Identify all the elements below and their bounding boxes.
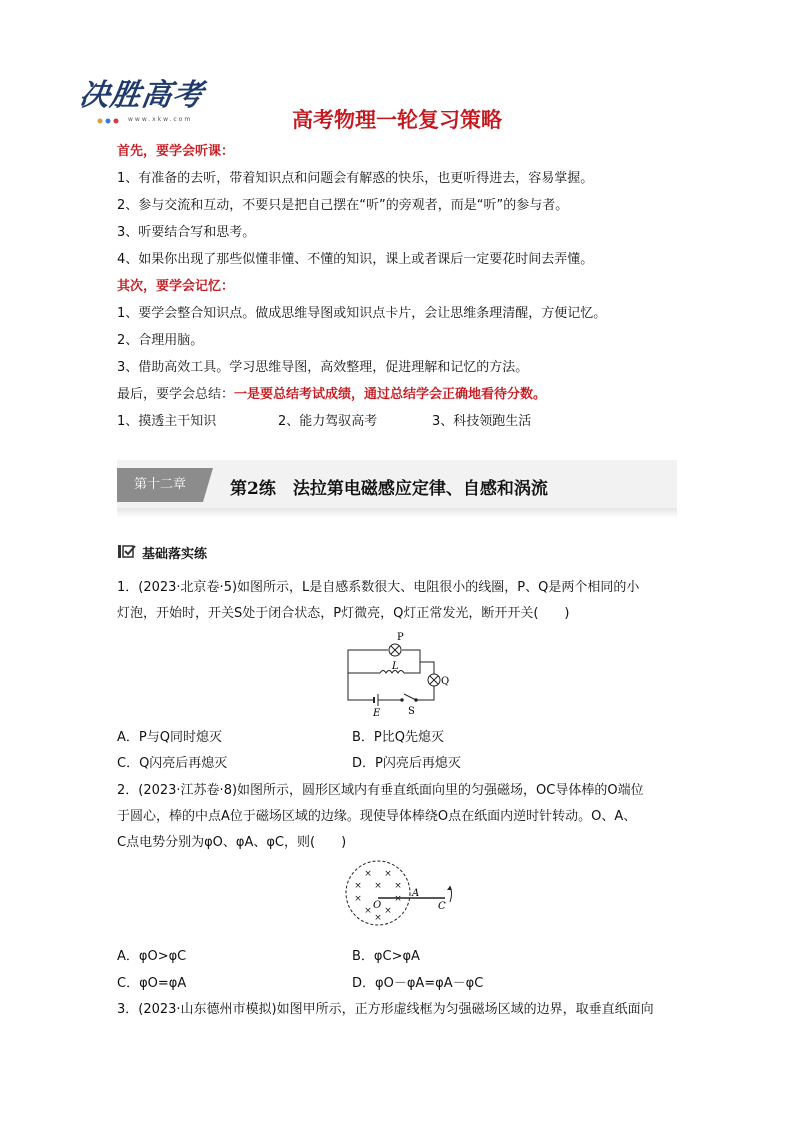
- svg-text:×: ×: [394, 881, 402, 891]
- option-B: B．P比Q先熄灭: [352, 730, 444, 745]
- label-E: E: [373, 708, 381, 718]
- question-1-line: 灯泡，开始时，开关S处于闭合状态，P灯微亮，Q灯正常发光，断开开关( ): [117, 606, 570, 621]
- label-L: L: [392, 661, 399, 672]
- checkmark-icon: [118, 545, 136, 558]
- svg-text:×: ×: [364, 869, 372, 879]
- chapter-tag-tail-icon: [203, 468, 213, 502]
- option-A: A．φO>φC: [117, 949, 187, 964]
- question-2-line: C点电势分别为φO、φA、φC，则( ): [117, 835, 347, 850]
- magnetic-field-diagram: [340, 858, 460, 928]
- label-C: C: [438, 901, 446, 912]
- section-title: 基础落实练: [142, 547, 208, 562]
- second-item: 3、借助高效工具。学习思维导图，高效整理，促进理解和记忆的方法。: [117, 360, 529, 375]
- svg-text:×: ×: [384, 906, 392, 916]
- summary-prefix: 最后，要学会总结：: [117, 387, 235, 402]
- chapter-banner-shadow: [117, 508, 677, 518]
- first-item: 1、有准备的去听，带着知识点和问题会有解惑的快乐，也更听得进去，容易掌握。: [117, 171, 594, 186]
- chapter-title: 第2练 法拉第电磁感应定律、自感和涡流: [230, 479, 548, 499]
- logo-subtext: www.xkw.com: [128, 116, 193, 123]
- svg-text:×: ×: [354, 894, 362, 904]
- label-A: A: [412, 888, 420, 899]
- option-A: A．P与Q同时熄灭: [117, 730, 222, 745]
- summary-line: [117, 386, 546, 403]
- svg-text:×: ×: [394, 894, 402, 904]
- label-Q: Q: [441, 676, 450, 687]
- tip: 2、能力驾驭高考: [278, 414, 378, 429]
- svg-text:×: ×: [374, 913, 382, 923]
- page-title: 高考物理一轮复习策略: [292, 108, 502, 132]
- tip: 3、科技领跑生活: [432, 414, 532, 429]
- svg-text:×: ×: [364, 906, 372, 916]
- second-heading: 其次，要学会记忆：: [117, 279, 235, 294]
- tip: 1、摸透主干知识: [117, 414, 217, 429]
- option-C: C．φO=φA: [117, 976, 187, 991]
- option-D: D．P闪亮后再熄灭: [352, 756, 461, 771]
- label-O: O: [373, 900, 382, 911]
- option-D: D．φO－φA=φA－φC: [352, 976, 484, 991]
- question-3-line: 3．(2023·山东德州市模拟)如图甲所示，正方形虚线框为匀强磁场区域的边界，取垂直纸面向: [117, 1002, 654, 1017]
- question-2-line: 2．(2023·江苏卷·8)如图所示，圆形区域内有垂直纸面向里的匀强磁场，OC导体棒的O端位: [117, 783, 644, 798]
- label-S: S: [408, 706, 415, 717]
- option-B: B．φC>φA: [352, 949, 420, 964]
- svg-text:×: ×: [374, 881, 382, 891]
- first-item: 4、如果你出现了那些似懂非懂、不懂的知识，课上或者课后一定要花时间去弄懂。: [117, 252, 594, 267]
- first-heading: 首先，要学会听课：: [117, 144, 235, 159]
- second-item: 2、合理用脑。: [117, 333, 204, 348]
- label-P: P: [397, 632, 404, 643]
- question-2-line: 于圆心，棒的中点A位于磁场区域的边缘。现使导体棒绕O点在纸面内逆时针转动。O、A、: [117, 809, 637, 824]
- chapter-tag: 第十二章: [117, 468, 203, 502]
- first-item: 3、听要结合写和思考。: [117, 225, 256, 240]
- question-1-line: 1．(2023·北京卷·5)如图所示，L是自感系数很大、电阻很小的线圈，P、Q是两个相同的小: [117, 580, 640, 595]
- option-C: C．Q闪亮后再熄灭: [117, 756, 228, 771]
- svg-text:×: ×: [384, 869, 392, 879]
- svg-text:×: ×: [354, 881, 362, 891]
- circuit-diagram: [340, 628, 460, 718]
- first-item: 2、参与交流和互动，不要只是把自己摆在“听”的旁观者，而是“听”的参与者。: [117, 198, 569, 213]
- second-item: 1、要学会整合知识点。做成思维导图或知识点卡片，会让思维条理清醒，方便记忆。: [117, 306, 607, 321]
- summary-highlight: 一是要总结考试成绩，通过总结学会正确地看待分数。: [234, 387, 547, 402]
- logo: 决胜高考: [77, 78, 206, 113]
